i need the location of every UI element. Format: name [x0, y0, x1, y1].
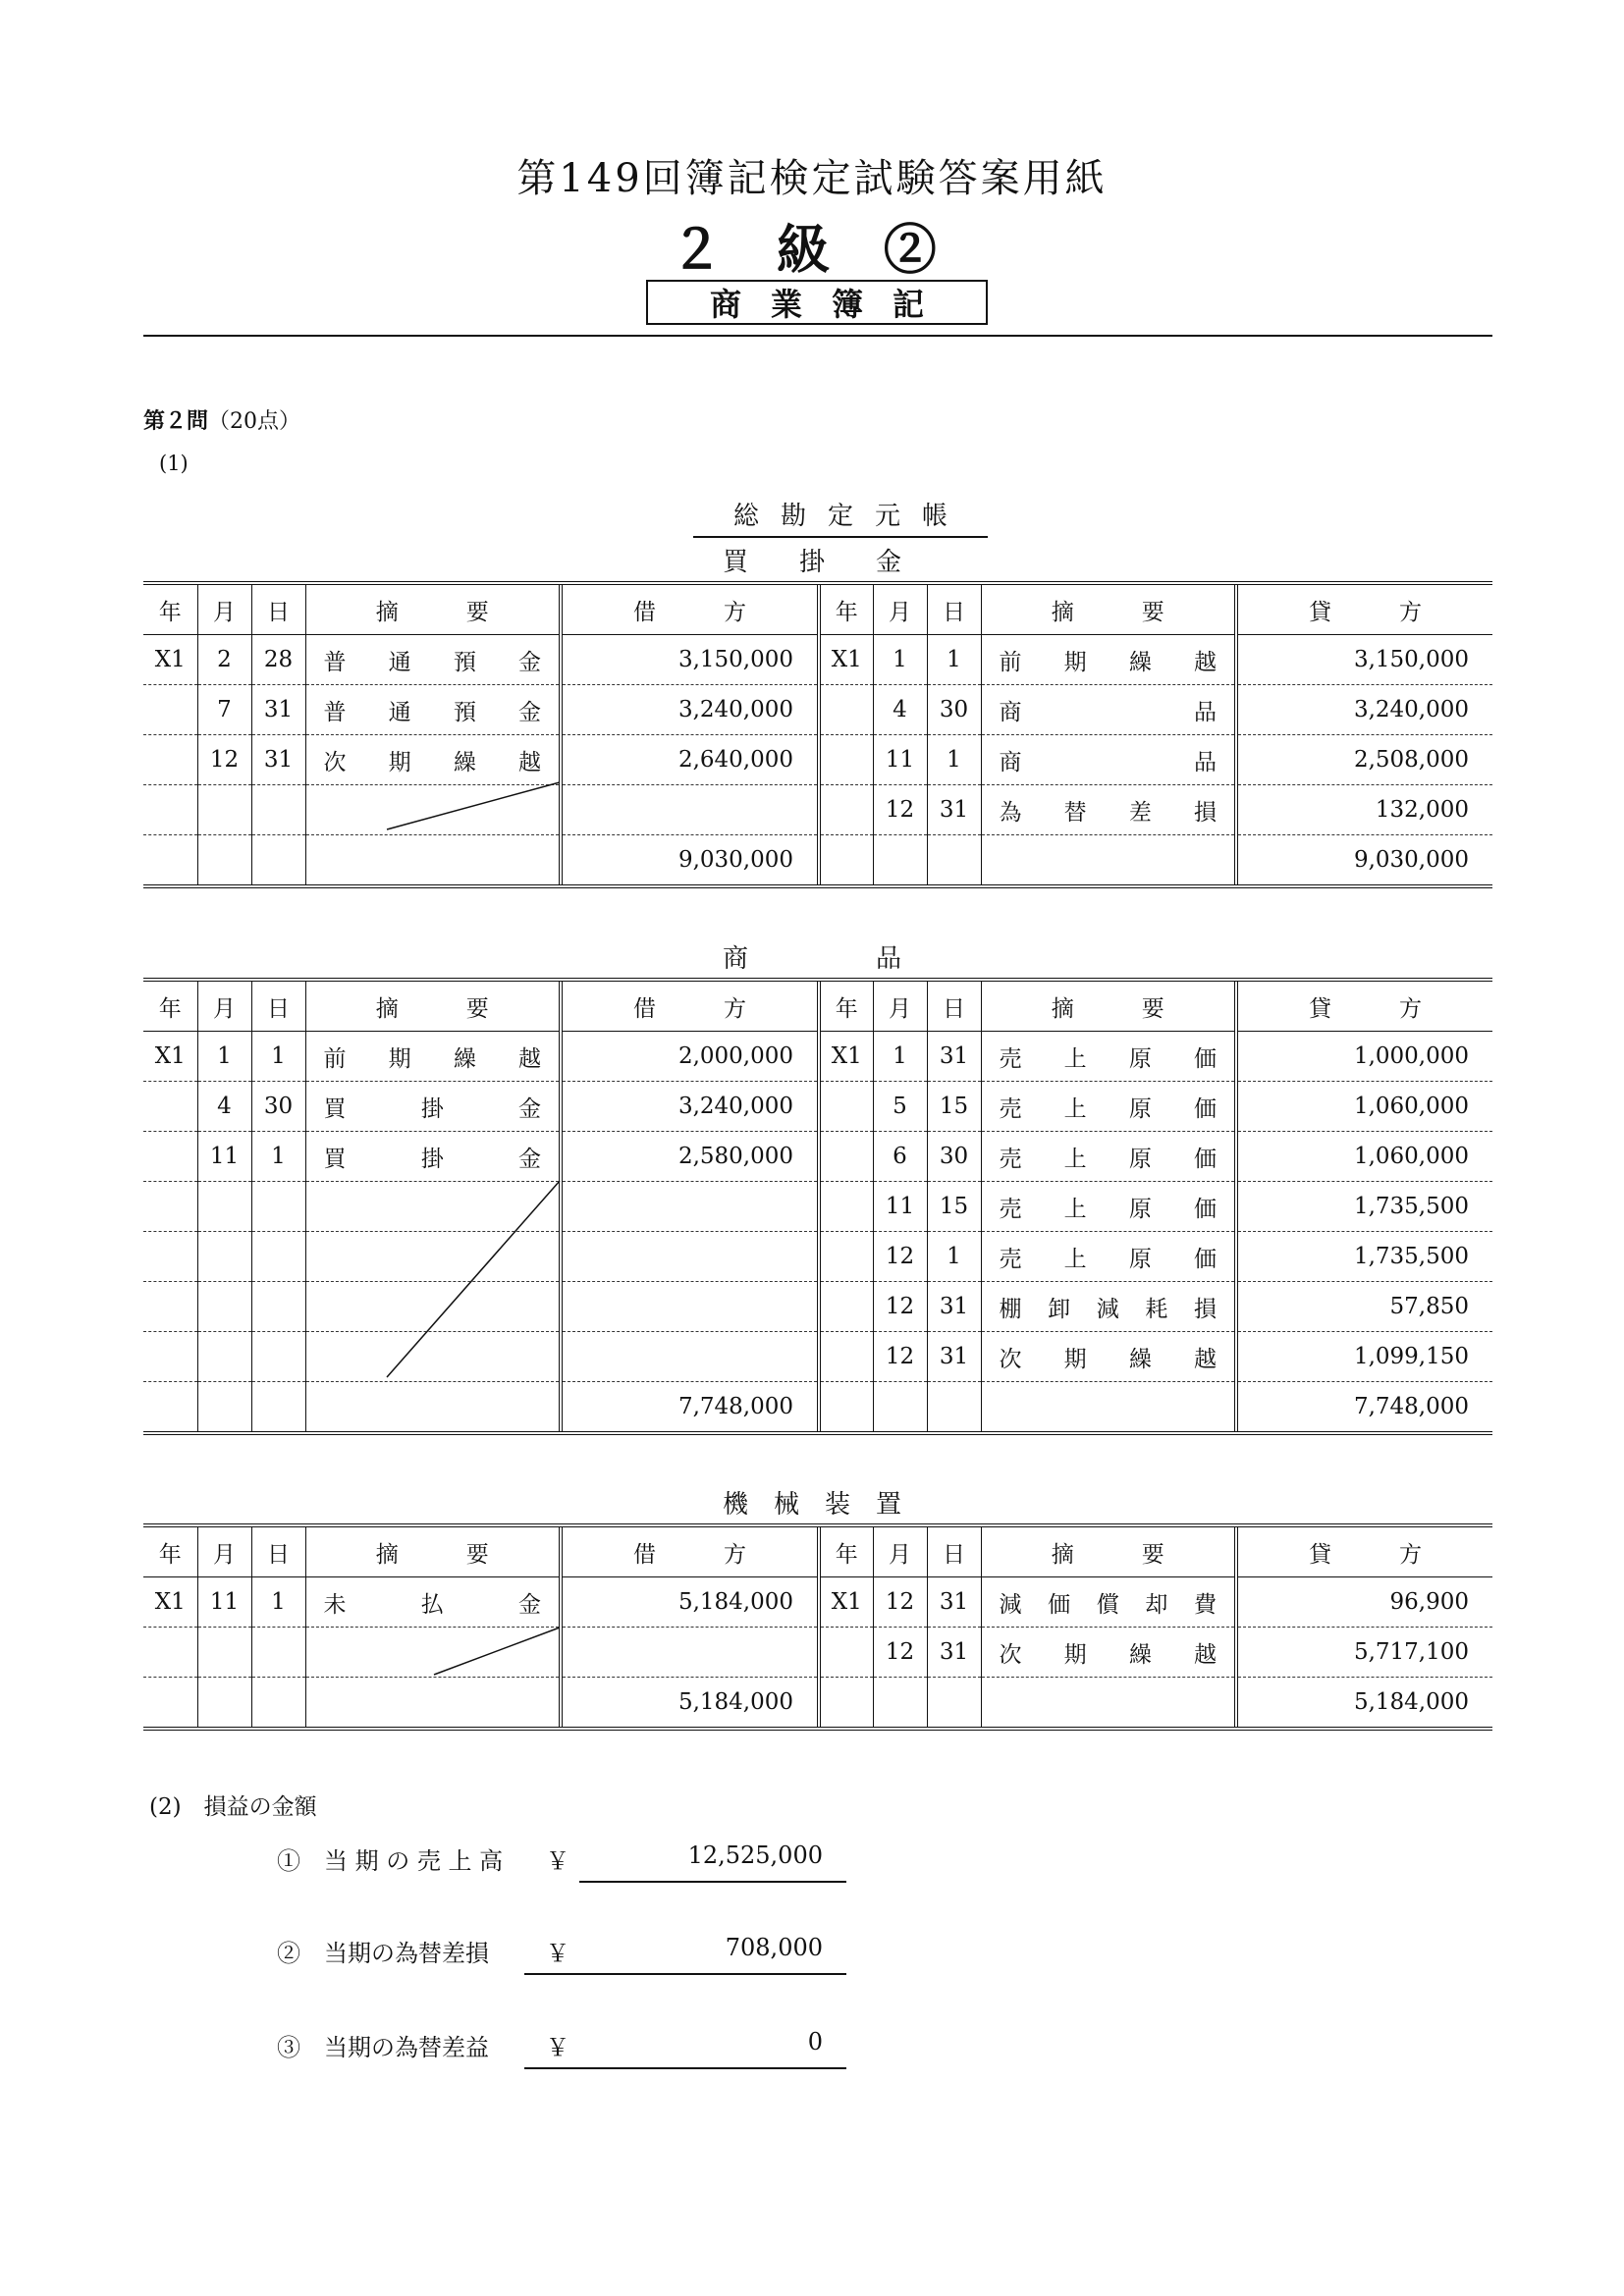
col-credit: 貸 方 [1236, 980, 1492, 1032]
credit-month: 4 [873, 685, 927, 735]
credit-year [819, 1332, 873, 1382]
debit-amount [561, 1332, 819, 1382]
ledger-row [143, 1282, 1492, 1332]
credit-month: 11 [873, 1182, 927, 1232]
col-year: 年 [143, 1525, 197, 1577]
ledger-row [143, 685, 1492, 735]
credit-description-text: 商品 [999, 699, 1217, 725]
debit-description [305, 835, 561, 887]
debit-amount [561, 1282, 819, 1332]
debit-description [305, 1628, 561, 1678]
credit-day: 1 [927, 1232, 981, 1282]
credit-year [819, 1182, 873, 1232]
credit-month: 1 [873, 635, 927, 685]
debit-day: 1 [251, 1032, 305, 1082]
col-debit: 借 方 [561, 583, 819, 635]
yen-sign: ￥ [546, 2034, 569, 2061]
credit-year [819, 1382, 873, 1434]
credit-day: 31 [927, 1282, 981, 1332]
debit-month: 1 [197, 1032, 251, 1082]
ledger-header-row [143, 583, 1492, 635]
credit-description [981, 735, 1236, 785]
credit-month: 11 [873, 735, 927, 785]
debit-description-text: 未払金 [323, 1591, 541, 1618]
credit-year: X1 [819, 1032, 873, 1082]
credit-description [981, 835, 1236, 887]
col-description: 摘 要 [305, 1525, 561, 1577]
credit-amount: 3,240,000 [1236, 685, 1492, 735]
ledger-row [143, 785, 1492, 835]
credit-year [819, 735, 873, 785]
credit-day: 1 [927, 735, 981, 785]
ledger-row [143, 835, 1492, 887]
ledger-row [143, 1082, 1492, 1132]
debit-day: 31 [251, 735, 305, 785]
debit-month: 11 [197, 1577, 251, 1628]
col-month: 月 [873, 980, 927, 1032]
credit-amount: 1,000,000 [1236, 1032, 1492, 1082]
col-day: 日 [251, 583, 305, 635]
debit-description [305, 1282, 561, 1332]
debit-year [143, 1232, 197, 1282]
credit-description [981, 635, 1236, 685]
col-description: 摘 要 [305, 583, 561, 635]
pl-label: ② 当期の為替差損 [277, 1940, 489, 1967]
credit-description-text: 売上原価 [999, 1196, 1217, 1222]
col-credit: 貸 方 [1236, 583, 1492, 635]
credit-description [981, 1577, 1236, 1628]
ledger-row [143, 635, 1492, 685]
answer-line [524, 2067, 846, 2069]
credit-month: 12 [873, 1232, 927, 1282]
debit-description [305, 785, 561, 835]
debit-description [305, 735, 561, 785]
credit-amount: 3,150,000 [1236, 635, 1492, 685]
exam-title: 第149回簿記検定試験答案用紙 [516, 156, 1108, 201]
debit-amount: 2,580,000 [561, 1132, 819, 1182]
col-year: 年 [819, 980, 873, 1032]
answer-line [579, 1881, 846, 1883]
credit-month: 12 [873, 1282, 927, 1332]
col-month: 月 [873, 1525, 927, 1577]
credit-description-text: 売上原価 [999, 1146, 1217, 1172]
credit-description-text: 売上原価 [999, 1095, 1217, 1122]
grade-title: ２ 級 ② [670, 218, 954, 281]
debit-amount [561, 1182, 819, 1232]
credit-year [819, 685, 873, 735]
credit-amount: 5,184,000 [1236, 1678, 1492, 1730]
credit-description-text: 棚卸減耗損 [999, 1296, 1217, 1322]
debit-amount: 2,640,000 [561, 735, 819, 785]
debit-amount: 9,030,000 [561, 835, 819, 887]
col-description: 摘 要 [305, 980, 561, 1032]
profit-loss-heading: (2) 損益の金額 [149, 1794, 317, 1820]
debit-amount: 5,184,000 [561, 1678, 819, 1730]
debit-year [143, 1332, 197, 1382]
ledger-machinery [143, 1523, 1492, 1731]
credit-description-text: 減価償却費 [999, 1591, 1217, 1618]
credit-description [981, 1082, 1236, 1132]
debit-day [251, 835, 305, 887]
credit-month: 5 [873, 1082, 927, 1132]
question-number: 第２問 [143, 409, 209, 434]
credit-year: X1 [819, 1577, 873, 1628]
account-title-machinery: 機 械 装 置 [722, 1490, 901, 1520]
ledger-row [143, 1332, 1492, 1382]
debit-year: X1 [143, 1577, 197, 1628]
debit-month [197, 1382, 251, 1434]
credit-month [873, 1678, 927, 1730]
debit-amount [561, 1628, 819, 1678]
credit-day: 31 [927, 785, 981, 835]
debit-day [251, 1232, 305, 1282]
account-title-accounts-payable: 買 掛 金 [722, 548, 901, 577]
credit-day: 31 [927, 1577, 981, 1628]
debit-description [305, 1182, 561, 1232]
question-title [143, 404, 300, 435]
col-credit: 貸 方 [1236, 1525, 1492, 1577]
debit-description [305, 1577, 561, 1628]
debit-day [251, 1382, 305, 1434]
debit-year [143, 1382, 197, 1434]
credit-description [981, 1282, 1236, 1332]
credit-description-text: 為替差損 [999, 799, 1217, 826]
credit-description [981, 1332, 1236, 1382]
debit-description [305, 685, 561, 735]
debit-day: 1 [251, 1577, 305, 1628]
debit-description-text: 前期繰越 [323, 1045, 541, 1072]
debit-description-text: 次期繰越 [323, 749, 541, 775]
debit-year: X1 [143, 635, 197, 685]
debit-month [197, 1332, 251, 1382]
credit-description [981, 785, 1236, 835]
credit-day [927, 1382, 981, 1434]
credit-amount: 1,060,000 [1236, 1132, 1492, 1182]
debit-description [305, 1232, 561, 1282]
credit-description [981, 1678, 1236, 1730]
col-year: 年 [143, 980, 197, 1032]
debit-day [251, 1678, 305, 1730]
debit-day [251, 1282, 305, 1332]
col-month: 月 [197, 980, 251, 1032]
ledger-row [143, 1232, 1492, 1282]
debit-year [143, 1282, 197, 1332]
debit-day: 1 [251, 1132, 305, 1182]
debit-day [251, 1332, 305, 1382]
credit-year [819, 1678, 873, 1730]
credit-month [873, 1382, 927, 1434]
subject-title: 商業簿記 [709, 286, 953, 323]
credit-month: 12 [873, 785, 927, 835]
credit-month: 12 [873, 1577, 927, 1628]
col-day: 日 [927, 1525, 981, 1577]
pl-label: ③ 当期の為替差益 [277, 2034, 489, 2061]
ledger-row [143, 1132, 1492, 1182]
debit-day [251, 785, 305, 835]
col-year: 年 [143, 583, 197, 635]
part1-label: (1) [159, 452, 189, 475]
debit-year [143, 1132, 197, 1182]
credit-description [981, 685, 1236, 735]
credit-description-text: 商品 [999, 749, 1217, 775]
debit-year [143, 735, 197, 785]
col-day: 日 [927, 583, 981, 635]
debit-description [305, 1332, 561, 1382]
credit-amount: 7,748,000 [1236, 1382, 1492, 1434]
credit-amount: 5,717,100 [1236, 1628, 1492, 1678]
credit-year [819, 1232, 873, 1282]
debit-description [305, 635, 561, 685]
debit-amount: 3,150,000 [561, 635, 819, 685]
debit-month [197, 1232, 251, 1282]
debit-month: 2 [197, 635, 251, 685]
credit-day: 1 [927, 635, 981, 685]
credit-amount: 132,000 [1236, 785, 1492, 835]
credit-description [981, 1232, 1236, 1282]
ledger-row [143, 1382, 1492, 1434]
debit-month [197, 1282, 251, 1332]
debit-year [143, 685, 197, 735]
credit-day: 31 [927, 1332, 981, 1382]
debit-description [305, 1382, 561, 1434]
col-month: 月 [873, 583, 927, 635]
yen-sign: ￥ [546, 1847, 569, 1875]
credit-description [981, 1132, 1236, 1182]
ledger-header-row [143, 1525, 1492, 1577]
debit-description [305, 1032, 561, 1082]
credit-day: 31 [927, 1628, 981, 1678]
credit-month: 6 [873, 1132, 927, 1182]
credit-description [981, 1628, 1236, 1678]
debit-amount: 5,184,000 [561, 1577, 819, 1628]
credit-amount: 57,850 [1236, 1282, 1492, 1332]
credit-month: 12 [873, 1332, 927, 1382]
credit-day: 30 [927, 1132, 981, 1182]
debit-year [143, 1678, 197, 1730]
debit-month: 4 [197, 1082, 251, 1132]
credit-year [819, 1628, 873, 1678]
debit-amount: 7,748,000 [561, 1382, 819, 1434]
debit-year [143, 1182, 197, 1232]
debit-month: 11 [197, 1132, 251, 1182]
credit-description-text: 売上原価 [999, 1246, 1217, 1272]
debit-day [251, 1182, 305, 1232]
credit-amount: 96,900 [1236, 1577, 1492, 1628]
debit-description [305, 1132, 561, 1182]
col-day: 日 [251, 1525, 305, 1577]
credit-day: 31 [927, 1032, 981, 1082]
pl-value: 12,525,000 [687, 1842, 823, 1869]
answer-line [524, 1973, 846, 1975]
ledger-row [143, 1032, 1492, 1082]
credit-description [981, 1032, 1236, 1082]
debit-year: X1 [143, 1032, 197, 1082]
yen-sign: ￥ [546, 1940, 569, 1967]
col-day: 日 [251, 980, 305, 1032]
debit-month [197, 785, 251, 835]
credit-description [981, 1182, 1236, 1232]
credit-description-text: 前期繰越 [999, 649, 1217, 675]
credit-month: 1 [873, 1032, 927, 1082]
credit-description-text: 売上原価 [999, 1045, 1217, 1072]
credit-year [819, 1082, 873, 1132]
debit-day: 30 [251, 1082, 305, 1132]
debit-description-text: 普通預金 [323, 649, 541, 675]
debit-month: 12 [197, 735, 251, 785]
debit-amount: 2,000,000 [561, 1032, 819, 1082]
debit-year [143, 835, 197, 887]
col-debit: 借 方 [561, 980, 819, 1032]
debit-month [197, 835, 251, 887]
debit-year [143, 1628, 197, 1678]
credit-year: X1 [819, 635, 873, 685]
debit-month: 7 [197, 685, 251, 735]
debit-amount [561, 785, 819, 835]
question-points: （20点） [208, 409, 301, 434]
debit-day: 31 [251, 685, 305, 735]
credit-day: 30 [927, 685, 981, 735]
credit-month [873, 835, 927, 887]
col-month: 月 [197, 583, 251, 635]
pl-value: 0 [807, 2028, 823, 2056]
debit-amount: 3,240,000 [561, 1082, 819, 1132]
credit-amount: 9,030,000 [1236, 835, 1492, 887]
debit-description-text: 買掛金 [323, 1095, 541, 1122]
col-debit: 借 方 [561, 1525, 819, 1577]
debit-amount [561, 1232, 819, 1282]
header-divider [143, 335, 1492, 337]
credit-day [927, 1678, 981, 1730]
credit-description [981, 1382, 1236, 1434]
ledger-header-row [143, 980, 1492, 1032]
ledger-row [143, 735, 1492, 785]
credit-amount: 1,735,500 [1236, 1182, 1492, 1232]
ledger-row [143, 1182, 1492, 1232]
account-title-merchandise: 商 品 [722, 944, 901, 974]
debit-day: 28 [251, 635, 305, 685]
credit-amount: 1,099,150 [1236, 1332, 1492, 1382]
debit-month [197, 1628, 251, 1678]
col-description: 摘 要 [981, 1525, 1236, 1577]
debit-description-text: 買掛金 [323, 1146, 541, 1172]
credit-year [819, 785, 873, 835]
debit-month [197, 1182, 251, 1232]
debit-description [305, 1678, 561, 1730]
debit-description [305, 1082, 561, 1132]
credit-day: 15 [927, 1082, 981, 1132]
debit-year [143, 1082, 197, 1132]
credit-day: 15 [927, 1182, 981, 1232]
ledger-row [143, 1628, 1492, 1678]
col-day: 日 [927, 980, 981, 1032]
credit-year [819, 1282, 873, 1332]
credit-year [819, 1132, 873, 1182]
credit-description-text: 次期繰越 [999, 1641, 1217, 1668]
debit-year [143, 785, 197, 835]
debit-day [251, 1628, 305, 1678]
col-description: 摘 要 [981, 583, 1236, 635]
debit-month [197, 1678, 251, 1730]
debit-amount: 3,240,000 [561, 685, 819, 735]
subject-box [646, 280, 988, 325]
pl-value: 708,000 [725, 1934, 823, 1961]
credit-amount: 1,735,500 [1236, 1232, 1492, 1282]
col-description: 摘 要 [981, 980, 1236, 1032]
ledger-merchandise [143, 978, 1492, 1435]
ledger-accounts-payable [143, 581, 1492, 888]
ledger-title: 総勘定元帳 [693, 496, 988, 538]
ledger-row [143, 1678, 1492, 1730]
col-year: 年 [819, 1525, 873, 1577]
credit-year [819, 835, 873, 887]
credit-month: 12 [873, 1628, 927, 1678]
credit-amount: 1,060,000 [1236, 1082, 1492, 1132]
debit-description-text: 普通預金 [323, 699, 541, 725]
pl-label: ① 当 期 の 売 上 高 [277, 1847, 504, 1875]
col-month: 月 [197, 1525, 251, 1577]
credit-amount: 2,508,000 [1236, 735, 1492, 785]
credit-description-text: 次期繰越 [999, 1346, 1217, 1372]
credit-day [927, 835, 981, 887]
ledger-row [143, 1577, 1492, 1628]
col-year: 年 [819, 583, 873, 635]
